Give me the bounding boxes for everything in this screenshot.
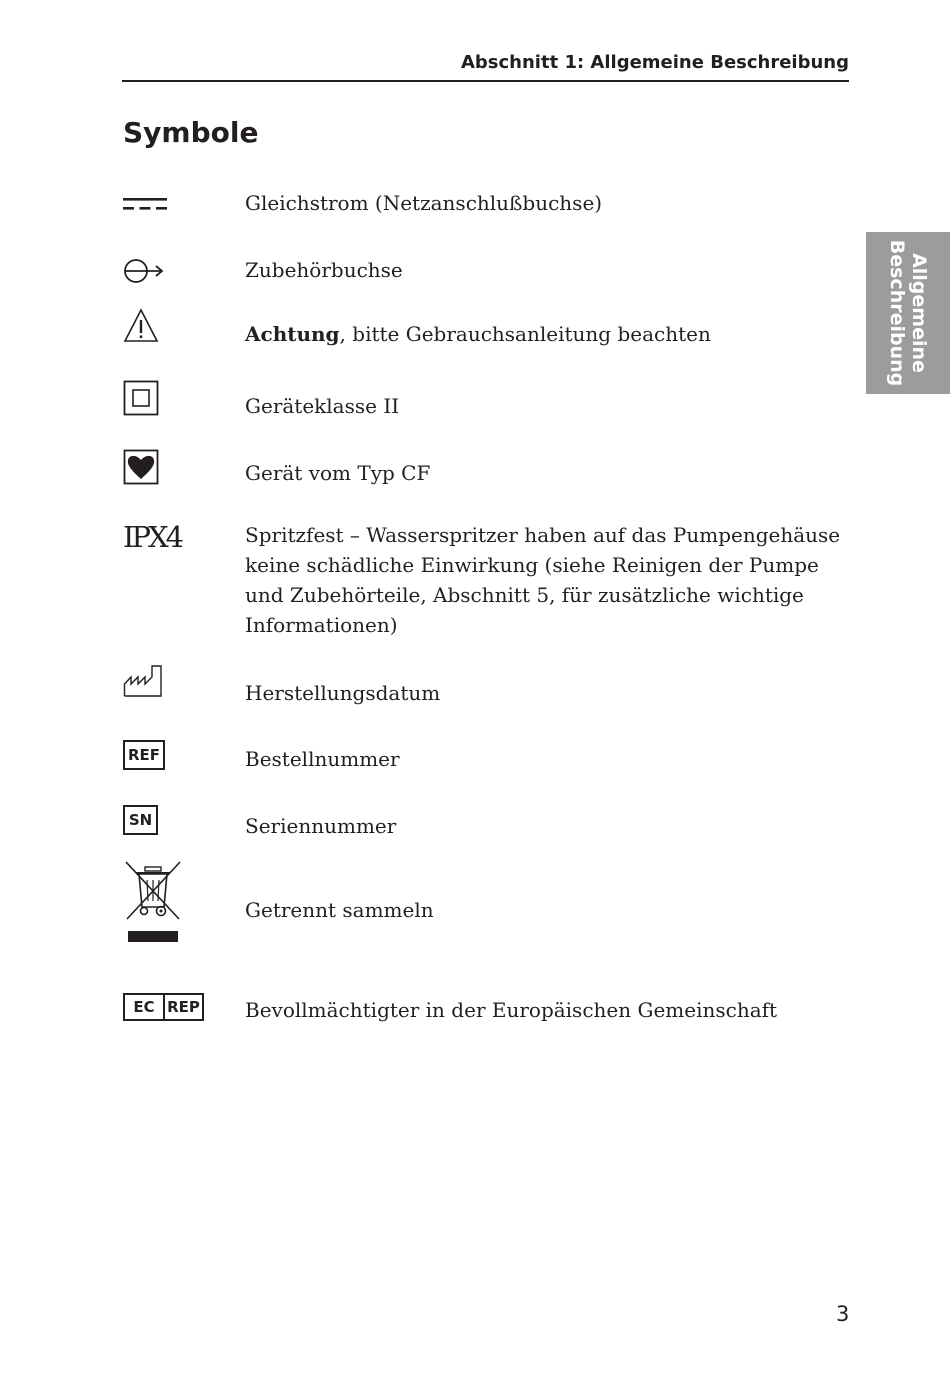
description-text: , bitte Gebrauchsanleitung beachten bbox=[339, 322, 711, 346]
side-tab-label bbox=[886, 240, 930, 387]
symbol-description bbox=[245, 319, 845, 349]
section-title: Abschnitt 1: Allgemeine Beschreibung bbox=[460, 52, 849, 73]
symbol-description: Herstellungsdatum bbox=[245, 681, 441, 705]
ec-label: EC bbox=[125, 995, 165, 1019]
side-tab bbox=[866, 232, 950, 394]
header-rule bbox=[122, 80, 849, 82]
warning-triangle-icon bbox=[123, 308, 159, 344]
dc-current-icon bbox=[123, 196, 167, 212]
symbol-description: Getrennt sammeln bbox=[245, 898, 434, 922]
class-ii-icon bbox=[123, 380, 159, 416]
accessory-socket-icon bbox=[123, 258, 165, 284]
ref-label: REF bbox=[123, 740, 165, 770]
ipx4-label: IPX4 bbox=[123, 520, 182, 554]
side-tab-line-1: Allgemeine bbox=[908, 253, 930, 373]
manufacture-date-icon bbox=[123, 664, 163, 698]
sn-label: SN bbox=[123, 805, 158, 835]
symbol-description: Seriennummer bbox=[245, 814, 397, 838]
symbol-description: Gerät vom Typ CF bbox=[245, 461, 431, 485]
emphasis-text: Achtung bbox=[245, 322, 340, 346]
rep-label: REP bbox=[167, 998, 200, 1016]
symbol-description: Bestellnummer bbox=[245, 747, 400, 771]
side-tab-line-2: Beschreibung bbox=[886, 239, 908, 387]
symbol-description: Spritzfest – Wasserspritzer haben auf das Pumpengehäuse keine schädliche Einwirkung (siehe Reinigen der Pumpe und Zubehörteile, Abschnitt 5, für zusätzliche wichtige Informationen) bbox=[245, 523, 841, 637]
type-cf-heart-icon bbox=[123, 449, 159, 485]
page-number: 3 bbox=[836, 1302, 850, 1326]
page-title: Symbole bbox=[123, 116, 259, 149]
symbol-description: Zubehörbuchse bbox=[245, 258, 403, 282]
ec-rep-label bbox=[123, 993, 204, 1021]
crossed-bin-icon bbox=[123, 859, 183, 947]
symbol-description: Geräteklasse II bbox=[245, 394, 400, 418]
symbol-description: Gleichstrom (Netzanschlußbuchse) bbox=[245, 191, 603, 215]
symbol-description: Bevollmächtigter in der Europäischen Gemeinschaft bbox=[245, 998, 778, 1022]
